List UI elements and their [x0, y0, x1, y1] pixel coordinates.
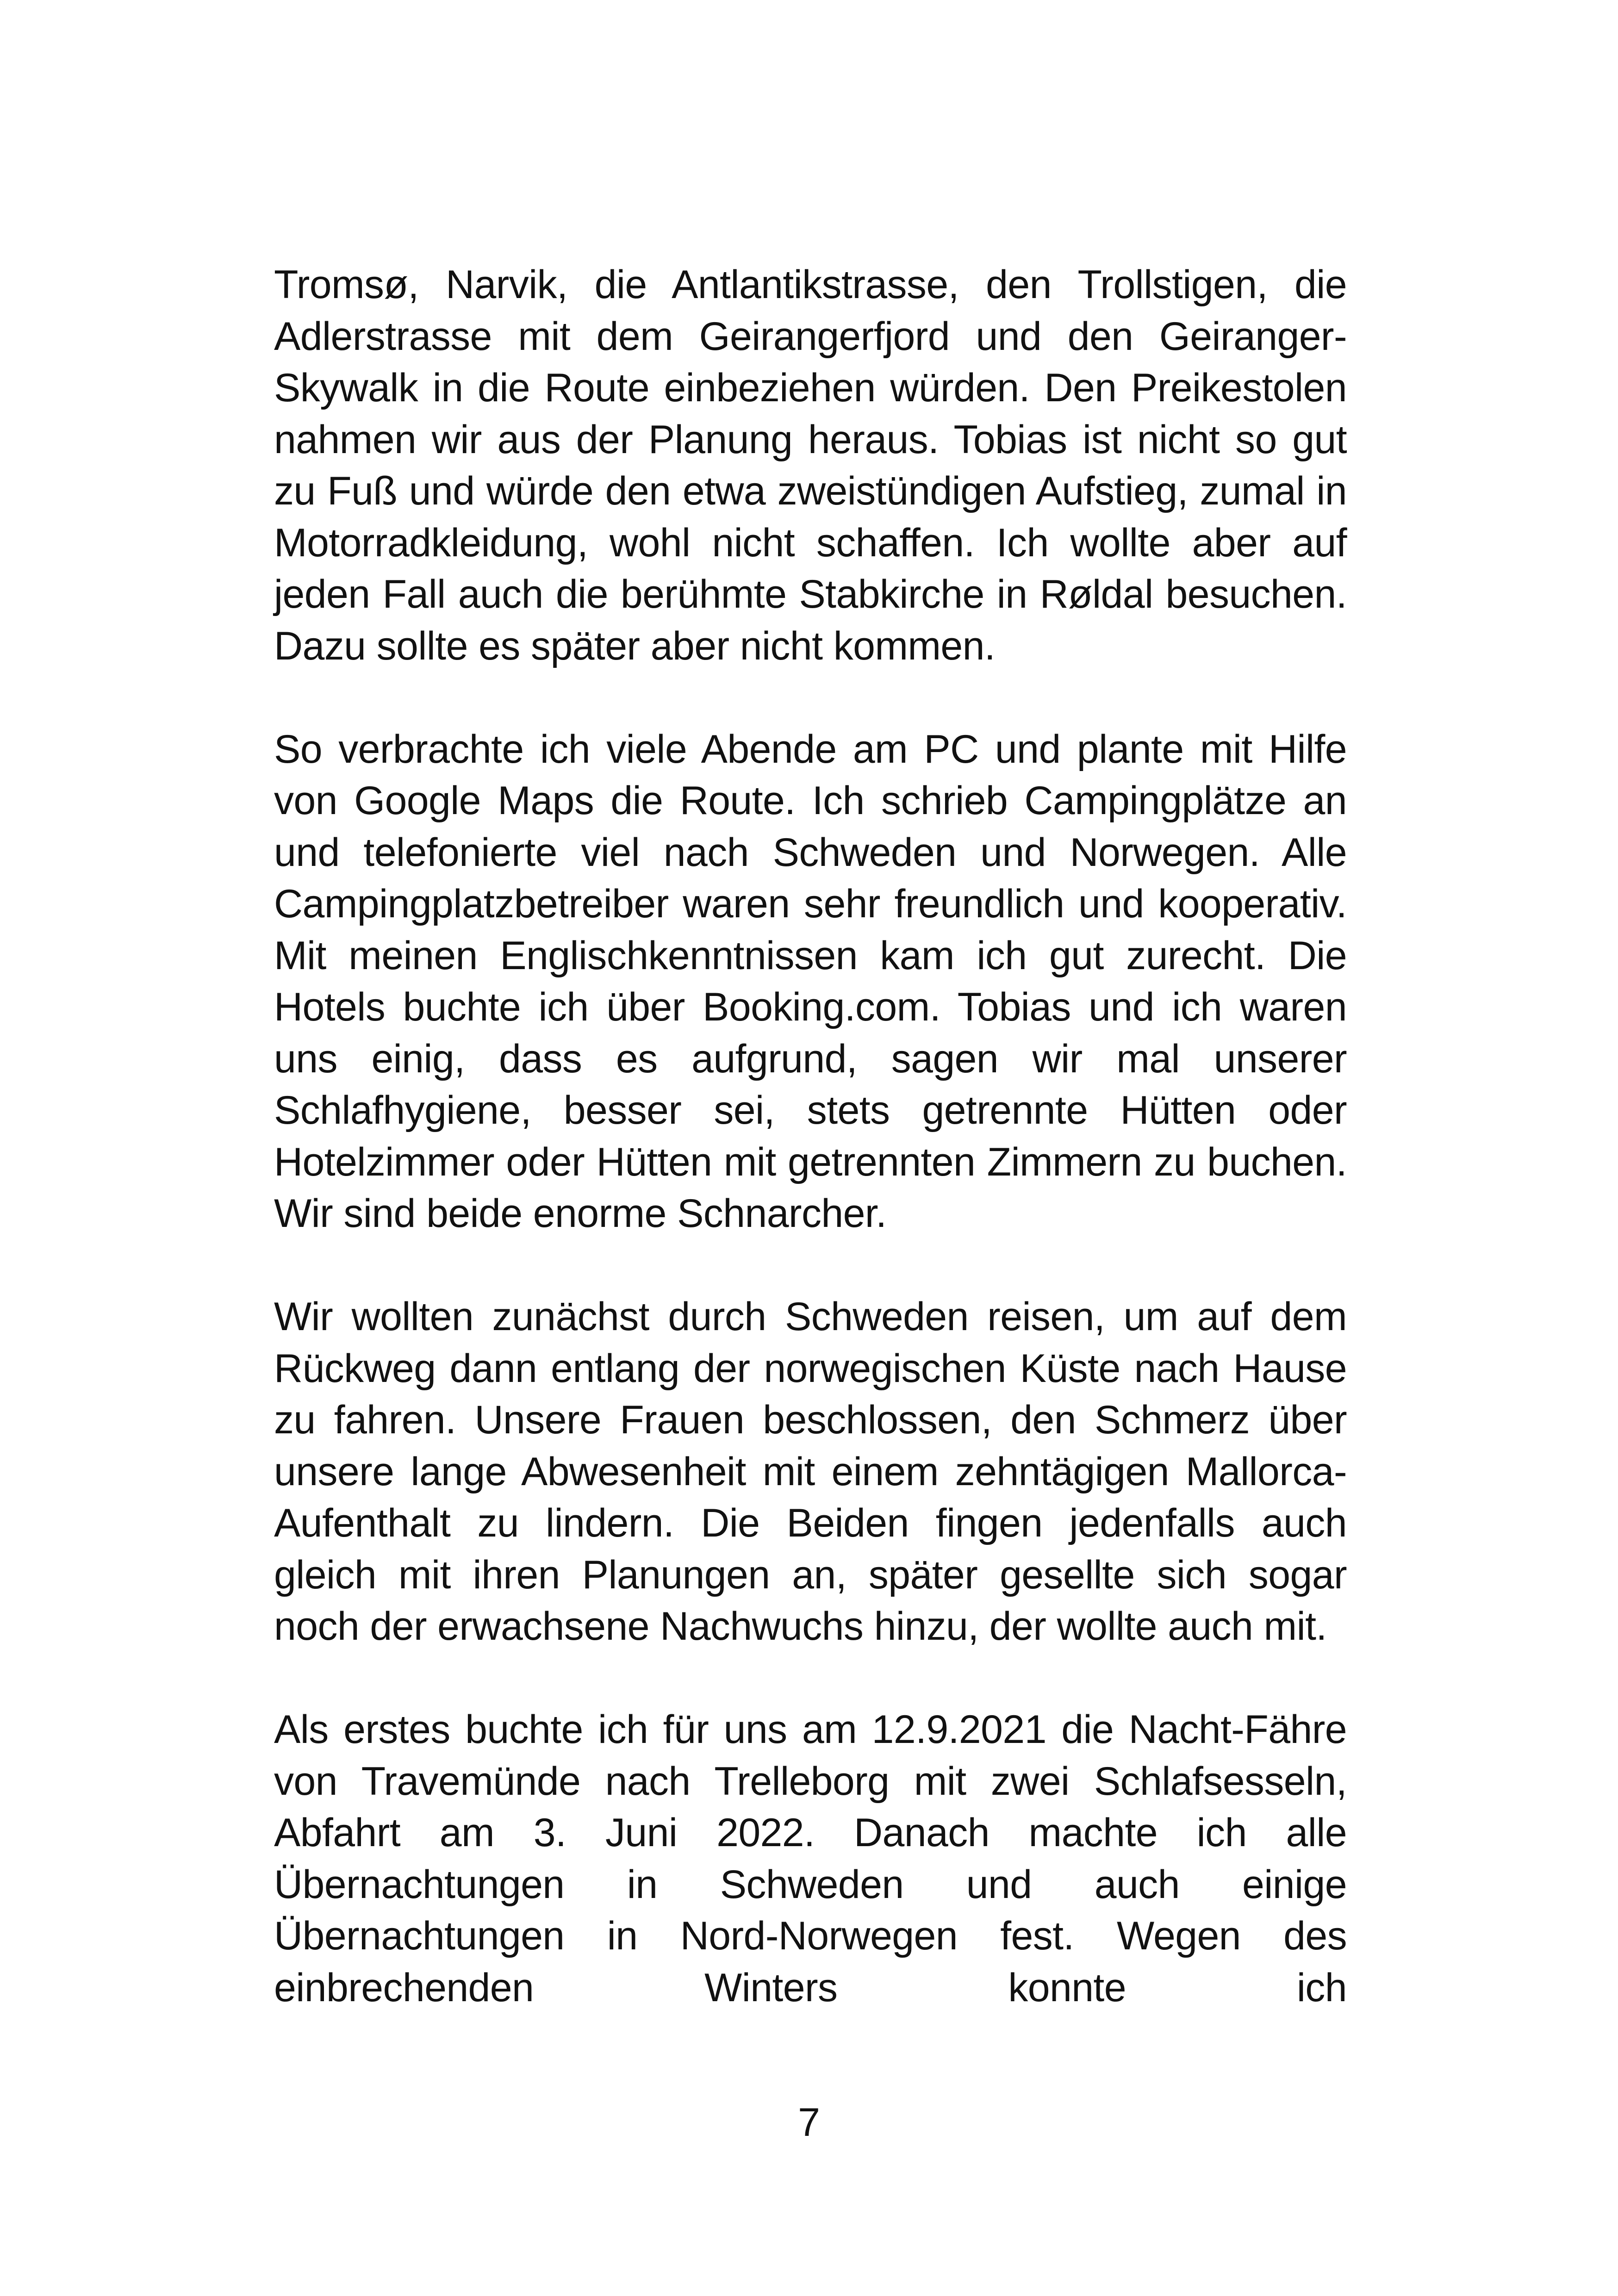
paragraph-1: Tromsø, Narvik, die Antlantikstrasse, den Trollstigen, die Adlerstrasse mit dem Geirangerfjord und den Geiranger-Skywalk in die Route einbeziehen würden. Den Preikestolen nahmen wir aus der Planung heraus. Tobias ist nicht so gut zu Fuß und würde den etwa zweistündigen Aufstieg, zumal in Motorradkleidung, wohl nicht schaffen. Ich wollte aber auf jeden Fall auch die berühmte Stabkirche in Røldal besuchen. Dazu sollte es später aber nicht kommen. [274, 262, 1347, 668]
paragraph-2: So verbrachte ich viele Abende am PC und plante mit Hilfe von Google Maps die Route. Ich schrieb Campingplätze an und telefonierte viel nach Schweden und Norwegen. Alle Campingplatzbetreiber waren sehr freundlich und kooperativ. Mit meinen Englischkenntnissen kam ich gut zurecht. Die Hotels buchte ich über Booking.com. Tobias und ich waren uns einig, dass es aufgrund, sagen wir mal unserer Schlafhygiene, besser sei, stets getrennte Hütten oder Hotelzimmer oder Hütten mit getrennten Zimmern zu buchen. Wir sind beide enorme Schnarcher. [274, 727, 1347, 1236]
paragraph-3: Wir wollten zunächst durch Schweden reisen, um auf dem Rückweg dann entlang der norwegischen Küste nach Hause zu fahren. Unsere Frauen beschlossen, den Schmerz über unsere lange Abwesenheit mit einem zehntägigen Mallorca-Aufenthalt zu lindern. Die Beiden fingen jedenfalls auch gleich mit ihren Planungen an, später gesellte sich sogar noch der erwachsene Nachwuchs hinzu, der wollte auch mit. [274, 1294, 1347, 1649]
page-number: 7 [798, 2100, 820, 2145]
body-text [274, 259, 1347, 2014]
paragraph-4: Als erstes buchte ich für uns am 12.9.2021 die Nacht-Fähre von Travemünde nach Trelleborg mit zwei Schlafsesseln, Abfahrt am 3. Juni 2022. Danach machte ich alle Übernachtungen in Schweden und auch einige Übernachtungen in Nord-Norwegen fest. Wegen des einbrechenden Winters konnte ich [274, 1707, 1347, 2010]
